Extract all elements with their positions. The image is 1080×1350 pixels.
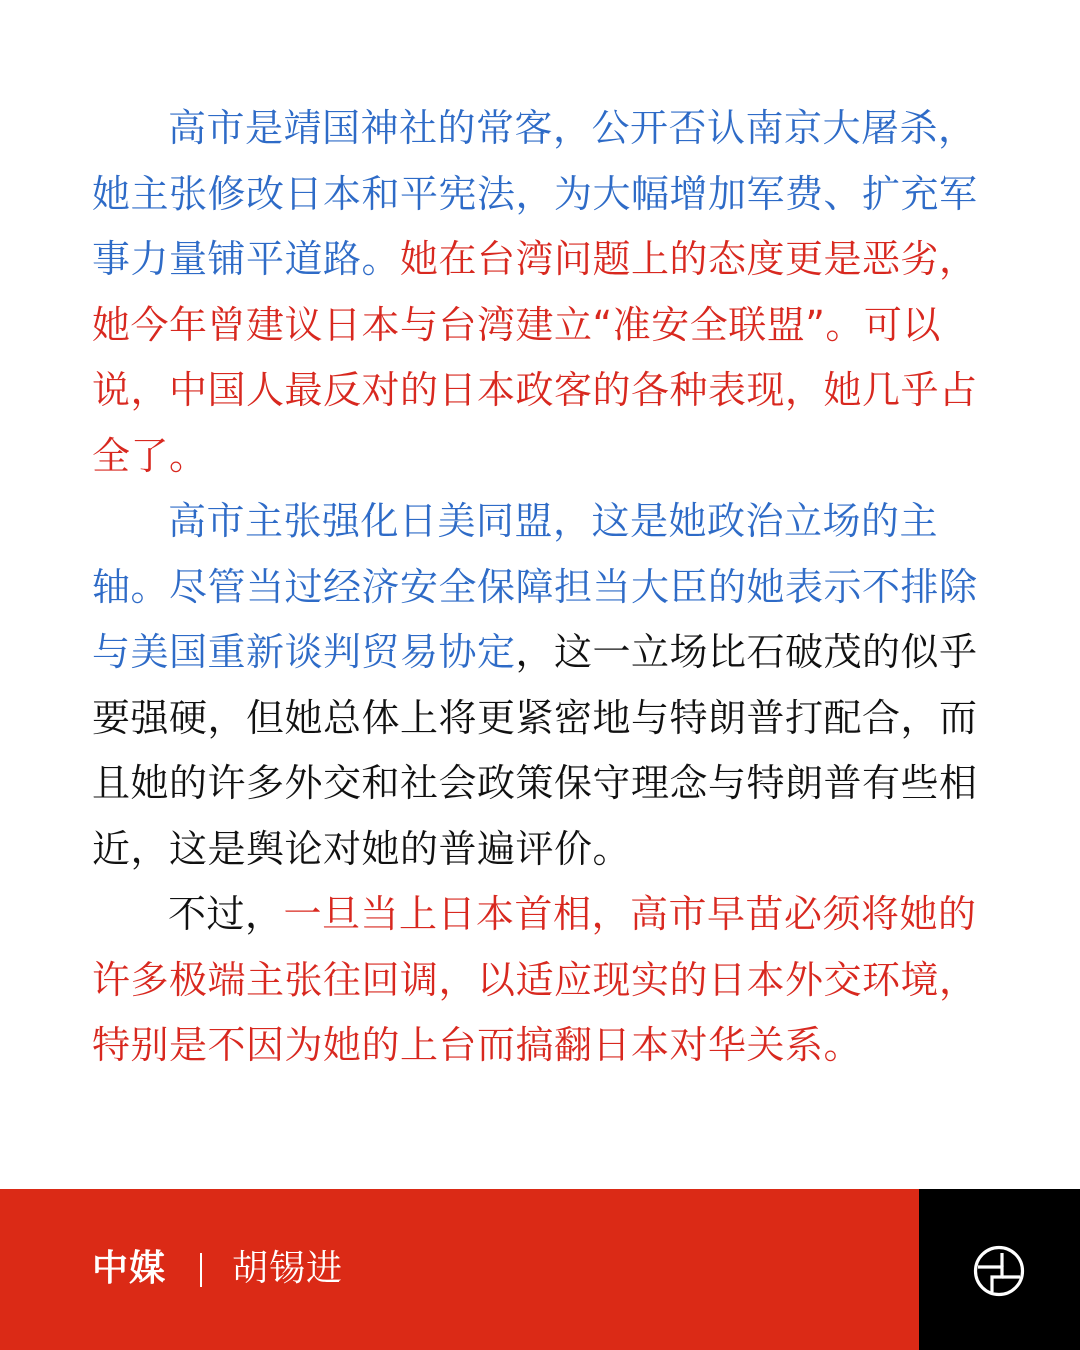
- footer-bar: [0, 1189, 1080, 1350]
- article-paragraph-3: [92, 882, 987, 1079]
- paragraph-1-red-text: 她在台湾问题上的态度更是恶劣，她今年曾建议日本与台湾建立“准安全联盟”。可以说，中国人最反对的日本政客的各种表现，她几乎占全了。: [92, 237, 978, 478]
- source-label: 中媒: [92, 1248, 167, 1289]
- paragraph-2-black-text: ，这一立场比石破茂的似乎要强硬，但她总体上将更紧密地与特朗普打配合，而且她的许多外交和社会政策保守理念与特朗普有些相近，这是舆论对她的普遍评价。: [92, 630, 978, 871]
- footer-divider: [200, 1253, 202, 1287]
- footer-logo-block: [919, 1189, 1080, 1350]
- circle-monogram-icon: [973, 1245, 1025, 1297]
- footer-red-band: [0, 1189, 919, 1350]
- author-name: 胡锡进: [232, 1248, 344, 1289]
- article-body: [92, 96, 987, 1079]
- paragraph-2-blue-text: 高市主张强化日美同盟，这是她政治立场的主轴。尽管当过经济安全保障担当大臣的她表示不排除与美国重新谈判贸易协定: [92, 499, 978, 674]
- article-paragraph-2: [92, 489, 987, 882]
- paragraph-3-black-text: 不过，: [168, 892, 284, 936]
- article-paragraph-1: [92, 96, 987, 489]
- paragraph-3-red-text: 一旦当上日本首相，高市早苗必须将她的许多极端主张往回调，以适应现实的日本外交环境，特别是不因为她的上台而搞翻日本对华关系。: [92, 892, 978, 1067]
- paragraph-1-blue-text: 高市是靖国神社的常客，公开否认南京大屠杀，她主张修改日本和平宪法，为大幅增加军费、扩充军事力量铺平道路。: [92, 106, 978, 281]
